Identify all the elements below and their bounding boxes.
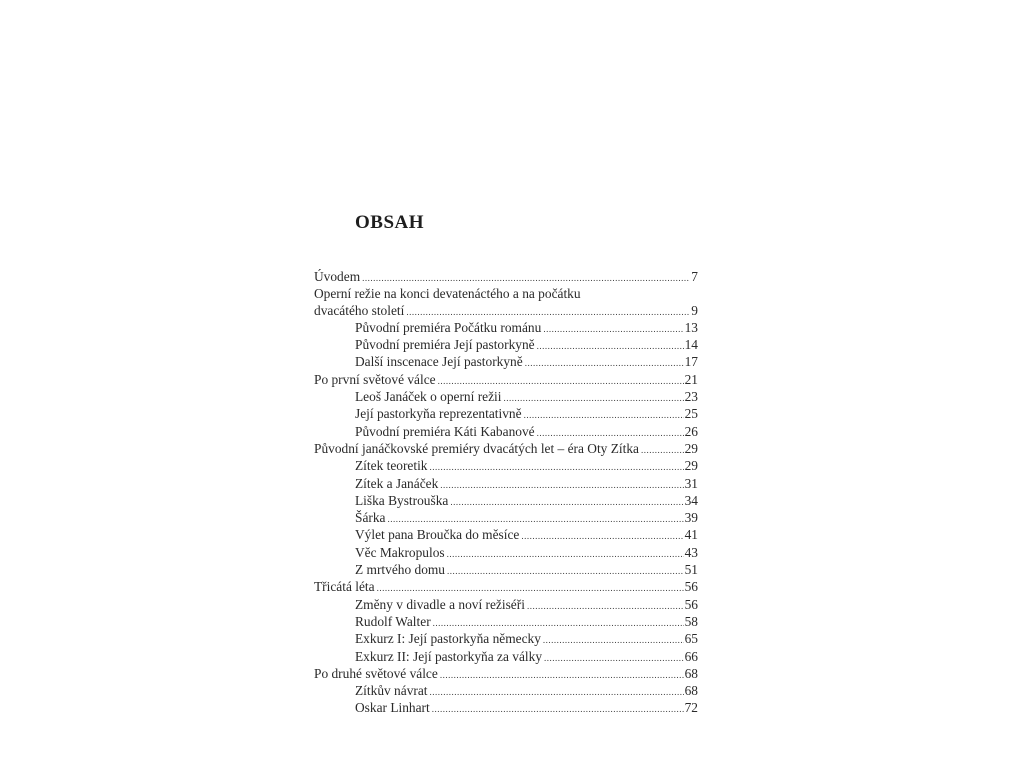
- toc-entry-page: 68: [684, 683, 698, 699]
- toc-entry: [314, 562, 698, 579]
- toc-entry: [314, 372, 698, 389]
- toc-entry: [314, 441, 698, 458]
- dot-leader: [388, 511, 684, 527]
- dot-leader: [447, 563, 684, 579]
- toc-entry-text: Původní janáčkovské premiéry dvacátých let – éra Oty Zítka: [314, 440, 639, 456]
- toc-entry-page: 14: [684, 337, 698, 353]
- toc-entry-text: Leoš Janáček o operní režii: [355, 389, 502, 405]
- toc-entry-page: 7: [691, 269, 698, 284]
- toc-entry-page: 23: [684, 389, 698, 405]
- toc-entry-page: 56: [684, 596, 698, 612]
- toc-entry: [314, 303, 698, 320]
- dot-leader: [406, 304, 690, 320]
- dot-leader: [447, 546, 684, 562]
- dot-leader: [362, 270, 690, 286]
- toc-entry: [314, 493, 698, 510]
- toc-entry-page: 66: [684, 648, 698, 664]
- toc-entry-page: 29: [684, 458, 698, 474]
- dot-leader: [440, 667, 684, 683]
- toc-entry: [314, 545, 698, 562]
- dot-leader: [543, 321, 683, 337]
- toc-entry-page: 21: [684, 371, 698, 387]
- toc-entry: [314, 527, 698, 544]
- toc-entry-page: 34: [684, 492, 698, 508]
- toc-entry-text: Úvodem: [314, 269, 361, 284]
- dot-leader: [521, 528, 683, 544]
- toc-entry: [314, 458, 698, 475]
- toc-entry: [314, 579, 698, 596]
- toc-entry-page: 25: [684, 406, 698, 422]
- toc-entry: [314, 649, 698, 666]
- toc-entry: [314, 683, 698, 700]
- toc-entry-page: 29: [684, 440, 698, 456]
- toc-entry-text: Původní premiéra Její pastorkyně: [355, 337, 535, 353]
- page-title: OBSAH: [355, 212, 425, 233]
- toc-entry-page: 58: [684, 613, 698, 629]
- toc-entry-text: Exkurz II: Její pastorkyňa za války: [355, 648, 543, 664]
- dot-leader: [504, 390, 684, 406]
- toc-entry: [314, 631, 698, 648]
- toc-entry-text: Další inscenace Její pastorkyně: [355, 354, 523, 370]
- toc-entry-page: 51: [684, 562, 698, 578]
- toc-entry: [314, 406, 698, 423]
- dot-leader: [543, 632, 684, 648]
- toc-entry-text: Původní premiéra Počátku románu: [355, 319, 542, 335]
- dot-leader: [527, 598, 684, 614]
- toc-entry: [314, 666, 698, 683]
- toc-entry-text: Zítkův návrat: [355, 683, 428, 699]
- toc-entry: [314, 320, 698, 337]
- toc-entry-text: Původní premiéra Káti Kabanové: [355, 423, 535, 439]
- dot-leader: [525, 355, 684, 371]
- toc-entry-page: 68: [684, 665, 698, 681]
- dot-leader: [433, 615, 684, 631]
- dot-leader: [432, 701, 684, 717]
- toc-entry-text: Z mrtvého domu: [355, 562, 446, 578]
- toc-entry-text: Výlet pana Broučka do měsíce: [355, 527, 520, 543]
- toc-entry-text: Po druhé světové válce: [314, 665, 438, 681]
- toc-entry-page: 43: [684, 544, 698, 560]
- toc-entry-text: Zítek a Janáček: [355, 475, 439, 491]
- toc-entry-page: 9: [691, 302, 698, 318]
- dot-leader: [450, 494, 683, 510]
- toc-entry-text: Oskar Linhart: [355, 700, 430, 716]
- table-of-contents: [314, 269, 698, 718]
- toc-entry-page: 65: [684, 631, 698, 647]
- toc-entry-page: 72: [684, 700, 698, 716]
- toc-entry-text: Po první světové válce: [314, 371, 436, 387]
- toc-entry-page: 17: [684, 354, 698, 370]
- toc-entry-text: Změny v divadle a noví režiséři: [355, 596, 525, 612]
- toc-entry-page: 41: [684, 527, 698, 543]
- dot-leader: [377, 580, 684, 596]
- toc-entry: [314, 354, 698, 371]
- toc-entry: [314, 337, 698, 354]
- toc-entry-page: 56: [684, 579, 698, 595]
- dot-leader: [430, 459, 684, 475]
- dot-leader: [537, 425, 684, 441]
- toc-entry: [314, 269, 698, 286]
- toc-entry-text: Věc Makropulos: [355, 544, 445, 560]
- toc-entry-text: Exkurz I: Její pastorkyňa německy: [355, 631, 541, 647]
- toc-entry: [314, 510, 698, 527]
- toc-entry-text: Zítek teoretik: [355, 458, 428, 474]
- toc-entry-page: 13: [684, 319, 698, 335]
- dot-leader: [430, 684, 684, 700]
- toc-entry: [314, 700, 698, 717]
- dot-leader: [524, 407, 684, 423]
- toc-entry-page: 31: [684, 475, 698, 491]
- toc-entry: [314, 286, 698, 302]
- toc-entry-text: Rudolf Walter: [355, 613, 431, 629]
- toc-entry: [314, 424, 698, 441]
- toc-entry: [314, 597, 698, 614]
- dot-leader: [438, 373, 684, 389]
- dot-leader: [641, 442, 684, 458]
- toc-entry-page: 39: [684, 510, 698, 526]
- dot-leader: [440, 477, 683, 493]
- toc-entry: [314, 476, 698, 493]
- toc-entry: [314, 614, 698, 631]
- dot-leader: [544, 650, 684, 666]
- toc-entry-text: Její pastorkyňa reprezentativně: [355, 406, 522, 422]
- dot-leader: [537, 338, 684, 354]
- toc-entry-text: dvacátého století: [314, 302, 405, 318]
- toc-entry: [314, 389, 698, 406]
- toc-entry-text: Šárka: [355, 510, 386, 526]
- toc-entry-text: Třicátá léta: [314, 579, 375, 595]
- toc-entry-text: Operní režie na konci devatenáctého a na počátku: [314, 286, 581, 302]
- toc-entry-text: Liška Bystrouška: [355, 492, 449, 508]
- toc-entry-page: 26: [684, 423, 698, 439]
